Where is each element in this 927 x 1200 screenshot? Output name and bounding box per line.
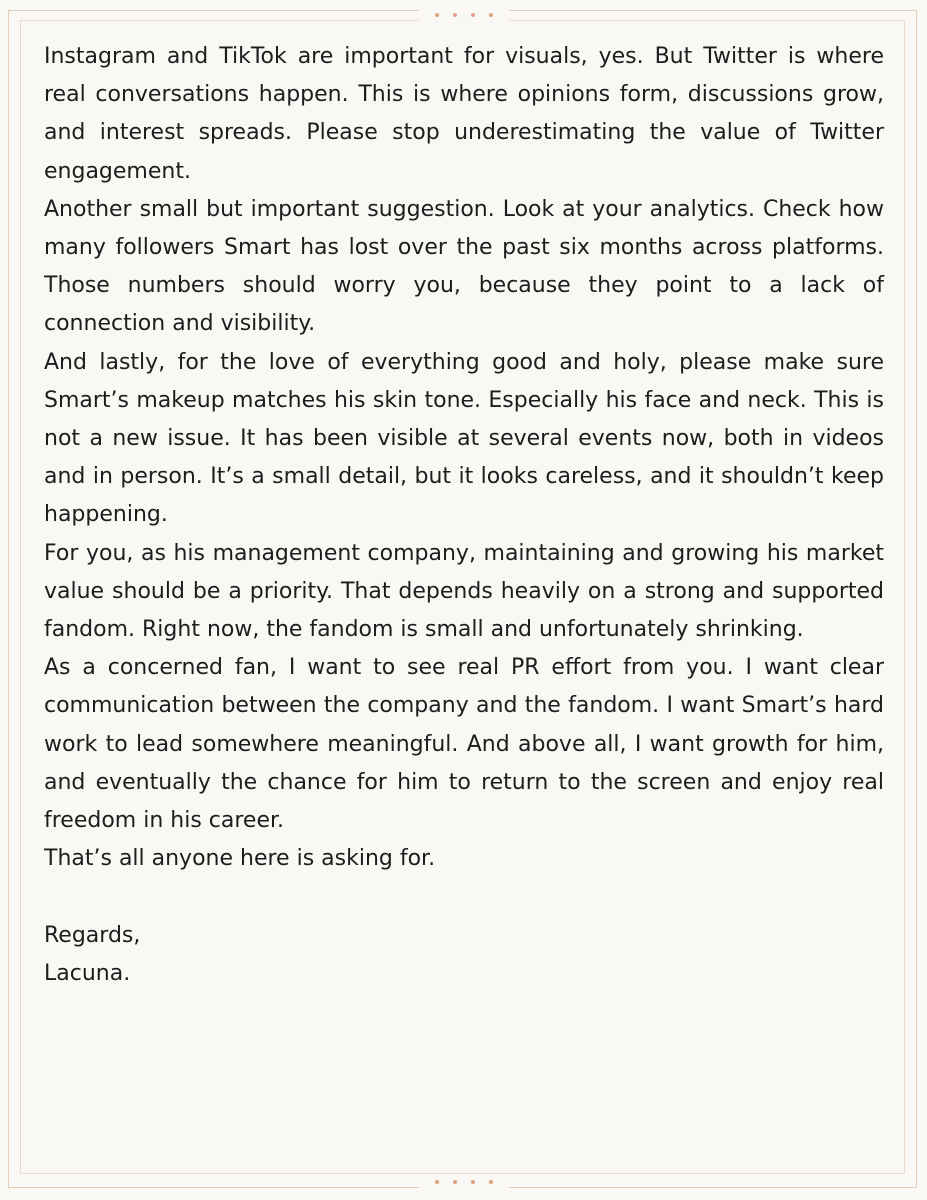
closing-salutation: Regards, [44,922,141,948]
paragraph-closing-remark: That’s all anyone here is asking for. [44,846,436,872]
blank-line [44,878,884,916]
dot-ornament-icon [419,1176,509,1188]
paragraph-market-value: For you, as his management company, maintaining and growing his market value should be a priority. That depends heavily on a strong and supported fandom. Right now, the fandom is small and unfortunately shrinking. [44,540,884,643]
paragraph-analytics: Another small but important suggestion. Look at your analytics. Check how many followers Smart has lost over the past six months across platforms. Those numbers should worry you, because they point to a lack of connection and visibility. [44,196,884,337]
signature: Lacuna. [44,960,131,986]
letter-body [44,38,884,993]
paragraph-twitter: Instagram and TikTok are important for visuals, yes. But Twitter is where real conversations happen. This is where opinions form, discussions grow, and interest spreads. Please stop underestimating the value of Twitter engagement. [44,44,884,184]
paragraph-pr-effort: As a concerned fan, I want to see real PR effort from you. I want clear communication between the company and the fandom. I want Smart’s hard work to lead somewhere meaningful. And above all, I want growth for him, and eventually the chance for him to return to the screen and enjoy real freedom in his career. [44,655,884,834]
paragraph-makeup: And lastly, for the love of everything good and holy, please make sure Smart’s makeup matches his skin tone. Especially his face and neck. This is not a new issue. It has been visible at several events now, both in videos and in person. It’s a small detail, but it looks careless, and it shouldn’t keep happening. [44,349,884,528]
dot-ornament-icon [419,9,509,21]
